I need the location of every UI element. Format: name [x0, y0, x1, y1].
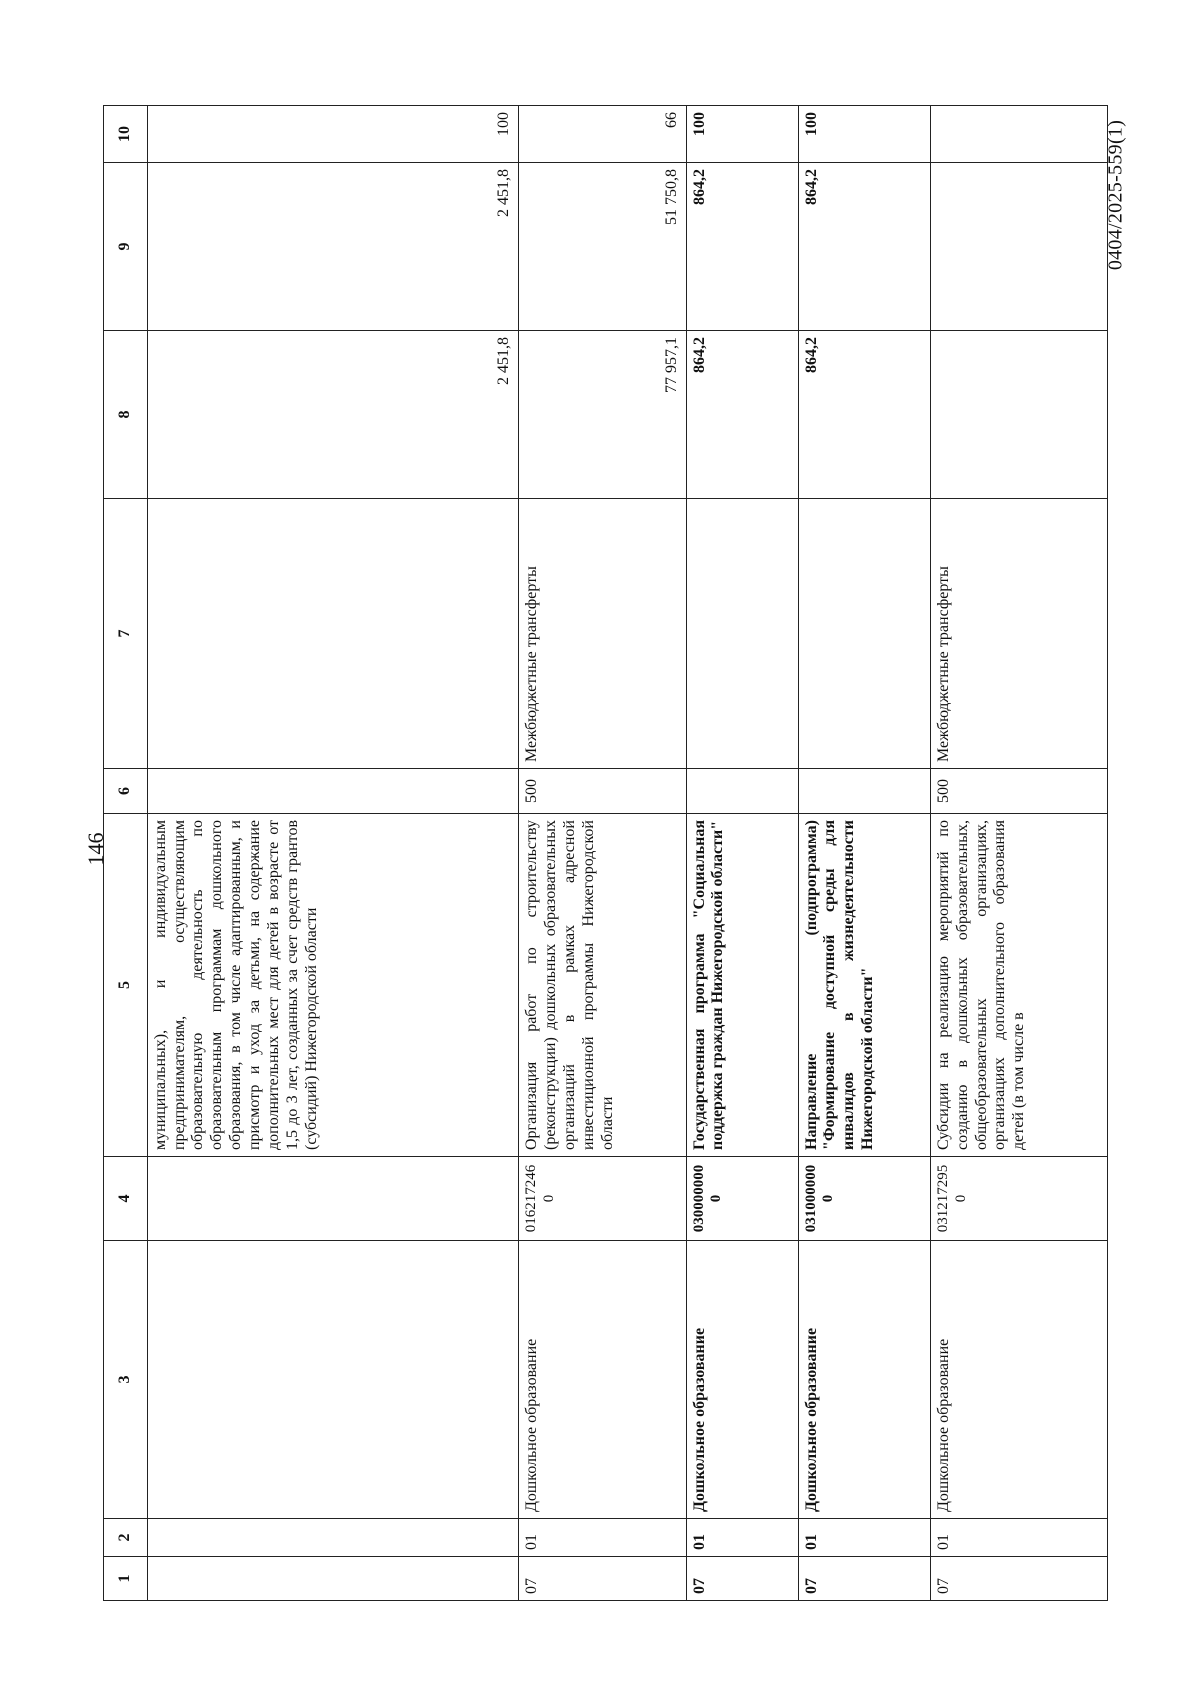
cell-subsection: 01 — [686, 1518, 798, 1556]
header-cell: 2 — [103, 1518, 147, 1556]
cell-section — [147, 1556, 518, 1600]
cell-description: муниципальных), и индивидуальным предпринимателям, осуществляющим образовательную деятельность по образовательным программам дошкольного образования, в том числе адаптированным, и присмотр и уход за детьми, на содержание дополнительных мест для детей в возрасте от 1,5 до 3 лет, созданных за счет средств грантов (субсидий) Нижегородской области — [147, 813, 518, 1156]
table-row — [930, 105, 1107, 1600]
cell-expense-name — [686, 498, 798, 768]
cell-section: 07 — [518, 1556, 686, 1600]
header-cell: 7 — [103, 498, 147, 768]
cell-section-name: Дошкольное образование — [930, 1240, 1107, 1518]
header-cell: 10 — [103, 105, 147, 162]
cell-plan: 864,2 — [686, 330, 798, 498]
cell-executed: 2 451,8 — [147, 162, 518, 330]
cell-executed — [930, 162, 1107, 330]
rotated-table-container — [103, 106, 1108, 1601]
cell-subsection: 01 — [518, 1518, 686, 1556]
table-row — [798, 105, 930, 1600]
table-row — [147, 105, 518, 1600]
page-number: 146 — [83, 832, 108, 866]
cell-subsection: 01 — [930, 1518, 1107, 1556]
cell-description: Субсидии на реализацию мероприятий по созданию в дошкольных образовательных, общеобразовательных организациях, организациях дополнительного образования детей (в том числе в — [930, 813, 1107, 1156]
cell-description: Организация работ по строительству (реконструкции) дошкольных образовательных организаций в рамках адресной инвестиционной программы Нижегородской области — [518, 813, 686, 1156]
cell-target-code: 0310000000 — [798, 1156, 930, 1240]
table-row — [686, 105, 798, 1600]
cell-expense-type: 500 — [930, 768, 1107, 813]
cell-section-name: Дошкольное образование — [686, 1240, 798, 1518]
cell-section: 07 — [930, 1556, 1107, 1600]
cell-description: Государственная программа "Социальная поддержка граждан Нижегородской области" — [686, 813, 798, 1156]
cell-description: Направление (подпрограмма) "Формирование доступной среды для инвалидов в жизнедеятельности Нижегородской области" — [798, 813, 930, 1156]
cell-percent: 100 — [798, 105, 930, 162]
cell-percent: 100 — [686, 105, 798, 162]
table-row — [518, 105, 686, 1600]
cell-plan: 864,2 — [798, 330, 930, 498]
header-cell: 9 — [103, 162, 147, 330]
budget-table — [103, 105, 1108, 1601]
cell-expense-type — [147, 768, 518, 813]
header-cell: 6 — [103, 768, 147, 813]
cell-target-code — [147, 1156, 518, 1240]
cell-plan — [930, 330, 1107, 498]
document-code: 0404/2025-559(1) — [1104, 119, 1127, 271]
cell-plan: 2 451,8 — [147, 330, 518, 498]
cell-expense-name: Межбюджетные трансферты — [518, 498, 686, 768]
cell-expense-type — [798, 768, 930, 813]
cell-section: 07 — [686, 1556, 798, 1600]
cell-percent: 66 — [518, 105, 686, 162]
cell-executed: 51 750,8 — [518, 162, 686, 330]
cell-section-name — [147, 1240, 518, 1518]
cell-target-code: 0162172460 — [518, 1156, 686, 1240]
cell-expense-name — [147, 498, 518, 768]
cell-expense-type: 500 — [518, 768, 686, 813]
header-cell: 5 — [103, 813, 147, 1156]
cell-target-code: 0312172950 — [930, 1156, 1107, 1240]
header-cell: 3 — [103, 1240, 147, 1518]
cell-plan: 77 957,1 — [518, 330, 686, 498]
cell-section-name: Дошкольное образование — [798, 1240, 930, 1518]
cell-section: 07 — [798, 1556, 930, 1600]
cell-subsection: 01 — [798, 1518, 930, 1556]
cell-target-code: 0300000000 — [686, 1156, 798, 1240]
header-cell: 1 — [103, 1556, 147, 1600]
cell-percent: 100 — [147, 105, 518, 162]
cell-section-name: Дошкольное образование — [518, 1240, 686, 1518]
cell-expense-type — [686, 768, 798, 813]
header-cell: 4 — [103, 1156, 147, 1240]
cell-executed: 864,2 — [686, 162, 798, 330]
table-header-row — [103, 105, 147, 1600]
cell-subsection — [147, 1518, 518, 1556]
cell-expense-name — [798, 498, 930, 768]
header-cell: 8 — [103, 330, 147, 498]
cell-executed: 864,2 — [798, 162, 930, 330]
cell-percent — [930, 105, 1107, 162]
cell-expense-name: Межбюджетные трансферты — [930, 498, 1107, 768]
